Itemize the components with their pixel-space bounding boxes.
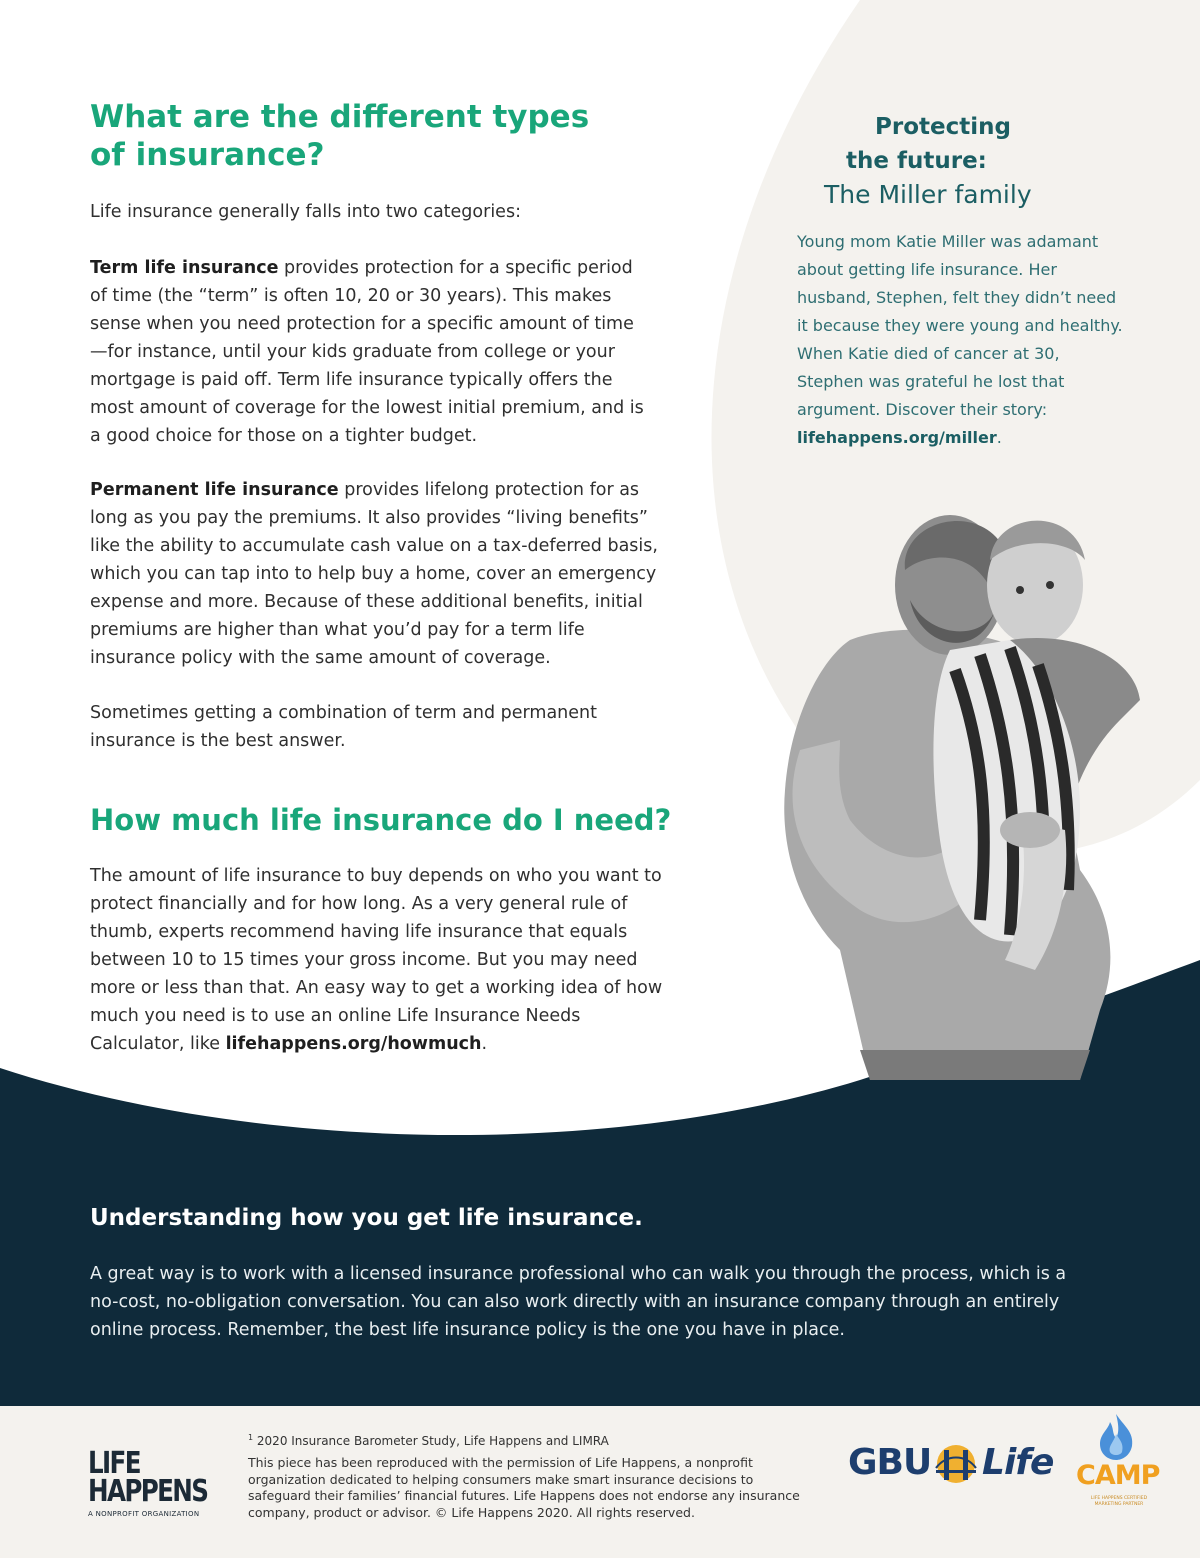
- sidebar-story: Young mom Katie Miller was adamant about getting life insurance. Her husband, Stephen, felt they didn’t need it because they were young and healthy. When Katie died of cancer at 30, Stephen was grateful he lost that argument. Discover their story: lifehappens.org/miller.: [797, 232, 1123, 447]
- permanent-paragraph: Permanent life insurance provides lifelong protection for as long as you pay the premiums. It also provides “living benefits” like the ability to accumulate cash value on a tax-deferred basis, which you can tap into to help buy a home, cover an emergency expense and more. Because of these additional benefits, initial premiums are higher than what you’d pay for a term life insurance policy with the same amount of coverage.: [90, 480, 658, 668]
- life-happens-logo: LIFE HAPPENS A NONPROFIT ORGANIZATION: [88, 1446, 208, 1518]
- types-heading: What are the different types of insurance?: [90, 99, 590, 173]
- flame-icon: [1094, 1412, 1138, 1462]
- gbu-life-logo: GBU Life: [848, 1442, 1054, 1483]
- footnote: $^1$ 2020 Insurance Barometer Study, Life Happens and LIMRA: [248, 1433, 609, 1448]
- intro-text: Life insurance generally falls into two categories:: [90, 202, 521, 222]
- father-and-son-photo: [780, 490, 1160, 1080]
- how-much-paragraph: The amount of life insurance to buy depends on who you want to protect financially and for how long. As a very general rule of thumb, experts recommend having life insurance that equals between 10 to 15 times your gross income. But you may need more or less than that. An easy way to get a working idea of how much you need is to use an online Life Insurance Needs Calculator, like lifehappens.org/howmuch.: [90, 866, 663, 1054]
- sidebar-title-1: Protecting: [875, 114, 1011, 140]
- camp-logo: CAMP LIFE HAPPENS CERTIFIED MARKETING PARTNER: [1072, 1410, 1162, 1520]
- howmuch-link[interactable]: lifehappens.org/howmuch: [225, 1034, 482, 1054]
- banner-body: A great way is to work with a licensed insurance professional who can walk you through the process, which is a no-cost, no-obligation conversation. You can also work directly with an insurance company through an entirely online process. Remember, the best life insurance policy is the one you have in place.: [90, 1264, 1067, 1340]
- banner-title: Understanding how you get life insurance.: [90, 1205, 643, 1231]
- sidebar-subtitle: The Miller family: [824, 180, 1032, 209]
- bridge-icon: [934, 1444, 978, 1484]
- miller-link[interactable]: lifehappens.org/miller: [797, 428, 997, 447]
- permanent-label: Permanent life insurance: [90, 480, 339, 500]
- how-much-heading: How much life insurance do I need?: [90, 803, 672, 837]
- combo-text: Sometimes getting a combination of term and permanent insurance is the best answer.: [90, 703, 597, 751]
- sidebar-title-2: the future:: [846, 148, 987, 174]
- term-label: Term life insurance: [90, 258, 279, 278]
- permission-text: This piece has been reproduced with the permission of Life Happens, a nonprofit organization dedicated to helping consumers make smart insurance decisions to safeguard their families’ financial futures. Life Happens does not endorse any insurance company, product or advisor. © Life Happens 2020. All rights reserved.: [248, 1455, 800, 1520]
- term-paragraph: Term life insurance provides protection for a specific period of time (the “term” is often 10, 20 or 30 years). This makes sense when you need protection for a specific amount of time—for instance, until your kids graduate from college or your mortgage is paid off. Term life insurance typically offers the most amount of coverage for the lowest initial premium, and is a good choice for those on a tighter budget.: [90, 258, 644, 446]
